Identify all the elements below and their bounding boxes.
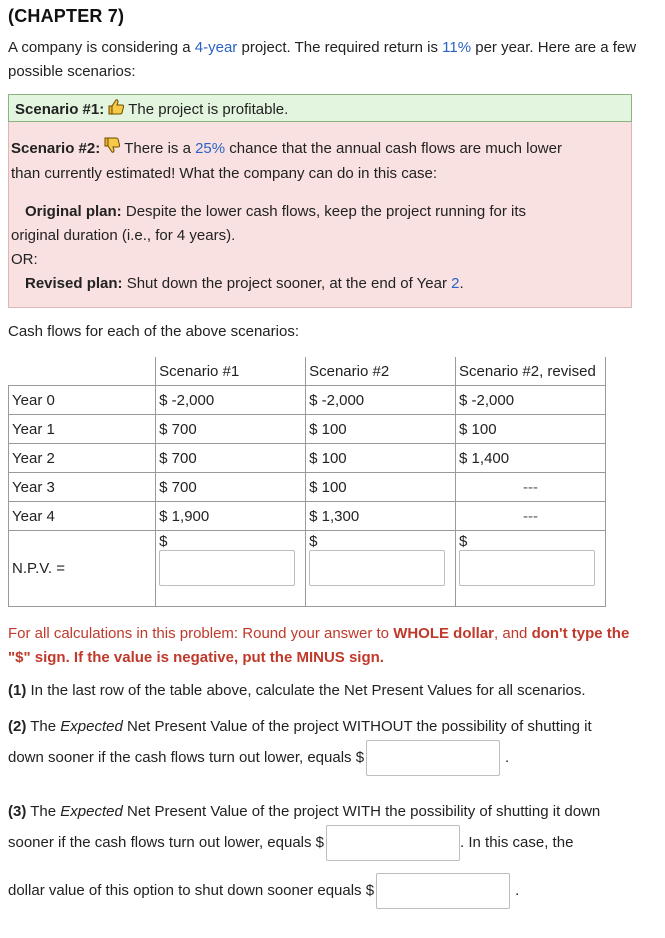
header-scenario-2: Scenario #2 [306, 357, 456, 386]
table-row [9, 415, 606, 444]
question-1 [8, 682, 586, 699]
question-emphasis: Expected [60, 803, 123, 820]
currency-sign: $ [309, 533, 318, 550]
header-blank [9, 357, 156, 386]
option-value-input[interactable] [376, 873, 510, 909]
intro-part: project. The required return is [237, 39, 443, 56]
revised-plan [9, 272, 631, 296]
row-label: Year 1 [9, 415, 156, 444]
question-text: dollar value of this option to shut down sooner equals $ [8, 882, 375, 899]
question-text: sooner if the cash flows turn out lower, equals $ [8, 834, 325, 851]
row-label: Year 0 [9, 386, 156, 415]
rounding-note [8, 622, 648, 670]
cell-value: $ -2,000 [306, 386, 456, 415]
cell-value: $ 100 [306, 473, 456, 502]
npv-input-scenario-2[interactable] [309, 550, 445, 586]
header-scenario-1: Scenario #1 [156, 357, 306, 386]
npv-label: N.P.V. = [9, 531, 156, 607]
expected-npv-with-input[interactable] [326, 825, 460, 861]
cell-value: $ 700 [156, 415, 306, 444]
question-text: The [26, 803, 61, 820]
question-text: In the last row of the table above, calculate the Net Present Values for all scenarios. [26, 682, 586, 699]
note-bold: don't type the "$" sign. [8, 625, 630, 666]
revised-plan-text: Shut down the project sooner, at the end of Year [122, 275, 452, 292]
intro-text [8, 36, 648, 84]
original-plan-line2: original duration (i.e., for 4 years). [11, 227, 236, 244]
table-row [9, 386, 606, 415]
header-scenario-2-revised: Scenario #2, revised [456, 357, 606, 386]
npv-cell-scenario-1 [156, 531, 306, 607]
note-text: For all calculations in this problem: Round your answer to [8, 625, 394, 642]
cell-value: $ 700 [156, 444, 306, 473]
scenario-2-line2: than currently estimated! What the company can do in this case: [11, 165, 438, 182]
npv-cell-scenario-2-revised [456, 531, 606, 607]
npv-input-scenario-1[interactable] [159, 550, 295, 586]
question-text: Net Present Value of the project WITHOUT the possibility of shutting it [122, 718, 592, 735]
question-number: (3) [8, 803, 27, 820]
note-bold: WHOLE dollar [393, 625, 495, 642]
scenario-2-box [8, 122, 632, 308]
scenario-1-text: The project is profitable. [128, 100, 289, 118]
intro-part: per year. Here are a few possible scenarios: [8, 39, 637, 80]
cell-value: $ 1,400 [456, 444, 606, 473]
project-years: 4-year [194, 39, 238, 56]
cashflow-table [8, 357, 606, 607]
row-label: Year 4 [9, 502, 156, 531]
scenario-2-chance: 25% [195, 139, 226, 157]
table-row [9, 473, 606, 502]
question-2-line2 [8, 740, 509, 776]
cell-value: $ 1,900 [156, 502, 306, 531]
chapter-title: (CHAPTER 7) [8, 6, 125, 26]
intro-part: A company is considering a [8, 39, 195, 56]
cashflows-label: Cash flows for each of the above scenarios: [8, 323, 299, 340]
table-row [9, 444, 606, 473]
cell-value: $ -2,000 [456, 386, 606, 415]
expected-npv-without-input[interactable] [366, 740, 500, 776]
question-number: (2) [8, 718, 27, 735]
scenario-2-label: Scenario #2: [11, 139, 101, 157]
original-plan-label: Original plan: [25, 203, 122, 220]
scenario-2-line [9, 136, 631, 162]
note-bold: If the value is negative, put the MINUS sign. [73, 649, 384, 666]
scenario-1-label: Scenario #1: [15, 100, 105, 118]
question-text: . [515, 882, 520, 899]
npv-input-scenario-2-revised[interactable] [459, 550, 595, 586]
cell-value: $ 100 [306, 415, 456, 444]
required-return: 11% [442, 39, 472, 56]
cell-value: --- [456, 502, 606, 531]
thumbs-down-icon [103, 136, 121, 162]
original-plan-text: Despite the lower cash flows, keep the project running for its [121, 203, 527, 220]
cell-value: $ 100 [306, 444, 456, 473]
or-label: OR: [11, 251, 38, 268]
question-text: Net Present Value of the project WITH the possibility of shutting it down [122, 803, 601, 820]
table-header-row [9, 357, 606, 386]
revised-plan-year: 2 [451, 275, 460, 292]
cell-value: $ 1,300 [306, 502, 456, 531]
cell-value: $ 700 [156, 473, 306, 502]
revised-plan-end: . [459, 275, 464, 292]
question-text: . In this case, the [460, 834, 574, 851]
currency-sign: $ [459, 533, 468, 550]
npv-row [9, 531, 606, 607]
revised-plan-label: Revised plan: [25, 275, 123, 292]
thumbs-up-icon [107, 98, 125, 122]
question-text: . [505, 749, 510, 766]
question-text: down sooner if the cash flows turn out lower, equals $ [8, 749, 365, 766]
question-3-line3 [8, 873, 519, 909]
question-2 [8, 718, 592, 735]
note-text: , and [494, 625, 532, 642]
cell-value: --- [456, 473, 606, 502]
cell-value: $ 100 [456, 415, 606, 444]
scenario-2-text: chance that the annual cash flows are much lower [225, 139, 562, 157]
cell-value: $ -2,000 [156, 386, 306, 415]
question-3-line2 [8, 825, 573, 861]
currency-sign: $ [159, 533, 168, 550]
question-emphasis: Expected [60, 718, 123, 735]
question-number: (1) [8, 682, 27, 699]
npv-cell-scenario-2 [306, 531, 456, 607]
row-label: Year 2 [9, 444, 156, 473]
scenario-1-box [8, 94, 632, 122]
row-label: Year 3 [9, 473, 156, 502]
question-text: The [26, 718, 61, 735]
scenario-2-text: There is a [124, 139, 196, 157]
original-plan [9, 200, 631, 224]
question-3 [8, 803, 600, 820]
table-row [9, 502, 606, 531]
